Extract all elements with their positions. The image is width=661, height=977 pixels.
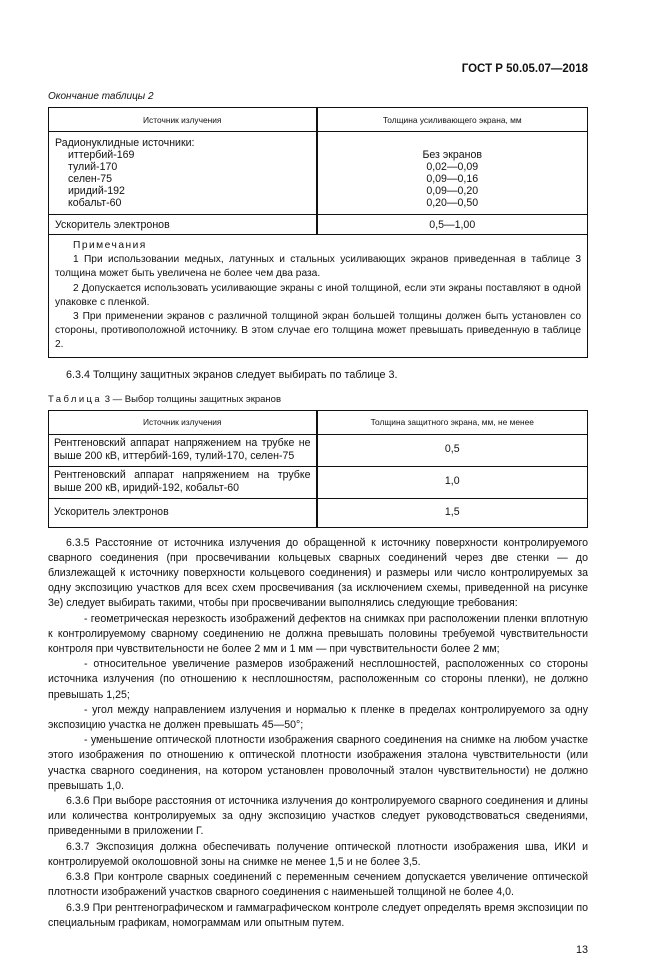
source-item: иридий-192 bbox=[68, 185, 125, 197]
source-cell: Рентгеновский аппарат напряжением на трубке не выше 200 кВ, иттербий-169, тулий-170, селен-75 bbox=[49, 434, 317, 466]
table-row bbox=[49, 498, 588, 527]
table-header-row bbox=[49, 108, 588, 132]
paragraph-6-3-5: 6.3.5 Расстояние от источника излучения до обращенной к источнику поверхности контролируемого сварного соединения (при просвечивании кольцевых сварных соединений через две стенки — до близлежащей к источнику поверхности кольцевого соединения) и размеры или число контролируемых за одну экспозицию участков для всех схем просвечивания (за исключением схемы, приведенной на рисунке 3е) следует выбирать такими, чтобы при просвечивании выполнялись следующие требования: bbox=[48, 536, 588, 610]
notes-cell bbox=[49, 235, 588, 358]
source-item: иттербий-169 bbox=[68, 149, 135, 161]
table-row bbox=[49, 466, 588, 498]
source-item: тулий-170 bbox=[68, 161, 118, 173]
source-item: кобальт-60 bbox=[68, 197, 122, 209]
table-row bbox=[49, 434, 588, 466]
paragraph-6-3-7: 6.3.7 Экспозиция должна обеспечивать получение оптической плотности изображения шва, ИКИ и контролируемой околошовной зоны на снимке не менее 1,5 и не более 3,5. bbox=[48, 840, 588, 868]
table-row bbox=[49, 132, 588, 215]
notes-title: Примечания bbox=[73, 240, 147, 251]
table3-caption bbox=[48, 394, 588, 406]
paragraph-6-3-8: 6.3.8 При контроле сварных соединений с переменным сечением допускается увеличение оптической плотности изображений участков сварного соединения с наименьшей толщиной не более 4,0. bbox=[48, 871, 588, 899]
paragraph-6-3-4: 6.3.4 Толщину защитных экранов следует выбирать по таблице 3. bbox=[66, 368, 398, 381]
notes-row bbox=[49, 235, 588, 358]
value-cell bbox=[317, 132, 588, 215]
column-header: Толщина усиливающего экрана, мм bbox=[317, 108, 588, 132]
table-3 bbox=[48, 410, 588, 528]
source-cell: Ускоритель электронов bbox=[49, 498, 317, 527]
value-item: Без экранов bbox=[422, 148, 483, 161]
note: 3 При применении экранов с различной толщиной экран большей толщины должен быть установлен со стороны, противоположной источнику. В этом случае его толщина может превышать приведенную в таблице 2. bbox=[55, 311, 581, 351]
group-label: Радионуклидные источники: bbox=[55, 137, 195, 149]
caption-word: Таблица bbox=[48, 393, 103, 405]
table-2 bbox=[48, 107, 588, 358]
value-item: 0,20—0,50 bbox=[426, 196, 479, 209]
paragraph-6-3-6: 6.3.6 При выборе расстояния от источника излучения до контролируемого сварного соединения и длины или количества контролируемых за одну экспозицию участков следует руководствоваться сведениями, приведенными в приложении Г. bbox=[48, 795, 588, 838]
note: 1 При использовании медных, латунных и стальных усиливающих экранов приведенная в таблице 3 толщина может быть увеличена не более чем два раза. bbox=[55, 254, 581, 280]
document-header: ГОСТ Р 50.05.07—2018 bbox=[461, 63, 588, 75]
document-page bbox=[48, 0, 588, 977]
table2-continuation-caption: Окончание таблицы 2 bbox=[48, 91, 154, 102]
source-cell: Рентгеновский аппарат напряжением на трубке выше 200 кВ, иридий-192, кобальт-60 bbox=[49, 466, 317, 498]
body-text bbox=[48, 536, 588, 931]
value-cell: 0,5 bbox=[317, 434, 588, 466]
column-header: Источник излучения bbox=[49, 108, 317, 132]
requirement-item: - уменьшение оптической плотности изображения сварного соединения на снимке на любом участке этого изображения по отношению к оптической плотности изображения эталона чувствительности (или участка сварного соединения, на котором установлен проволочный эталон чувствительности) не должно превышать 1,0. bbox=[48, 734, 588, 792]
requirement-item: - угол между направлением излучения и нормалью к пленке в пределах контролируемого за одну экспозицию участка не должен превышать 45—50°; bbox=[48, 703, 588, 732]
column-header: Толщина защитного экрана, мм, не менее bbox=[317, 410, 588, 434]
column-header: Источник излучения bbox=[49, 410, 317, 434]
requirement-item: - геометрическая нерезкость изображений дефектов на снимках при расположении пленки вплотную к контролируемому сварному соединению не должна превышать половины требуемой чувствительности контроля при чувствительности не более 2 мм и 1 мм — при чувствительности более 2 мм; bbox=[48, 612, 588, 656]
requirement-item: - относительное увеличение размеров изображений несплошностей, расположенных со стороны источника излучения (по отношению к несплошностям, расположенным со стороны пленки), не должно превышать 1,25; bbox=[48, 658, 588, 701]
source-cell bbox=[49, 132, 317, 215]
table-row bbox=[49, 215, 588, 235]
source-cell: Ускоритель электронов bbox=[49, 215, 317, 235]
note: 2 Допускается использовать усиливающие экраны с иной толщиной, если эти экраны поставляют в одной упаковке с пленкой. bbox=[55, 282, 581, 308]
value-cell: 0,5—1,00 bbox=[317, 215, 588, 235]
value-cell: 1,5 bbox=[317, 498, 588, 527]
value-cell: 1,0 bbox=[317, 466, 588, 498]
caption-title: 3 — Выбор толщины защитных экранов bbox=[104, 393, 282, 405]
source-item: селен-75 bbox=[68, 173, 113, 185]
value-item: 0,09—0,20 bbox=[426, 184, 479, 197]
value-item: 0,09—0,16 bbox=[426, 172, 479, 185]
value-item: 0,02—0,09 bbox=[426, 160, 479, 173]
paragraph-6-3-9: 6.3.9 При рентгенографическом и гаммаграфическом контроле следует определять время экспозиции по специальным графикам, номограммам или опытным путем. bbox=[48, 901, 588, 929]
table-header-row bbox=[49, 410, 588, 434]
page-number: 13 bbox=[575, 943, 588, 956]
